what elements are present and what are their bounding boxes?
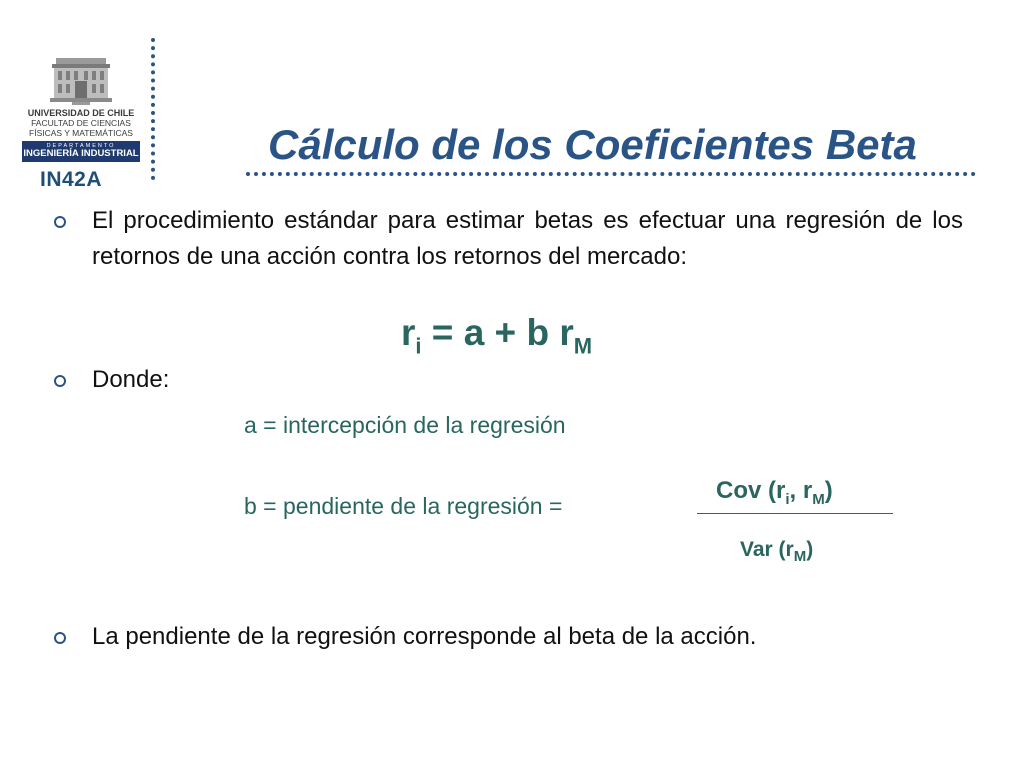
cov-open: Cov (r xyxy=(716,477,786,504)
formula-subscript-m: M xyxy=(573,333,593,359)
cov-close: ) xyxy=(824,477,833,504)
bullet-text-conclusion: La pendiente de la regresión corresponde al beta de la acción. xyxy=(92,623,757,650)
bullet-circle-icon xyxy=(54,632,66,644)
department-label: DEPARTAMENTO xyxy=(46,143,116,149)
var-subscript-m: M xyxy=(793,548,807,566)
university-logo xyxy=(22,54,140,162)
title-dotted-underline xyxy=(246,172,976,176)
fraction-denominator xyxy=(740,538,813,565)
department-name: INGENIERÍA INDUSTRIAL xyxy=(23,148,139,160)
cov-subscript-i: i xyxy=(785,490,790,508)
definition-a: a = intercepción de la regresión xyxy=(244,412,566,438)
bullet-circle-icon xyxy=(54,375,66,387)
fraction-bar xyxy=(697,513,893,514)
course-code: IN42A xyxy=(40,168,103,191)
formula-subscript-i: i xyxy=(415,333,422,359)
building-emblem-icon xyxy=(22,54,140,106)
slide-title: Cálculo de los Coeficientes Beta xyxy=(268,121,917,168)
formula-rest: = a + b r xyxy=(421,312,574,353)
cov-subscript-m: M xyxy=(812,490,825,508)
definition-b: b = pendiente de la regresión = xyxy=(244,493,563,519)
faculty-name-line2: FÍSICAS Y MATEMÁTICAS xyxy=(29,127,133,138)
faculty-name-line1: FACULTAD DE CIENCIAS xyxy=(31,118,131,128)
formula-r: r xyxy=(401,312,416,353)
var-close: ) xyxy=(806,538,814,561)
department-band xyxy=(22,141,140,162)
university-name: UNIVERSIDAD DE CHILE xyxy=(27,108,135,118)
bullet-circle-icon xyxy=(54,216,66,228)
bullet-text-procedure: El procedimiento estándar para estimar betas es efectuar una regresión de los retornos de una acción contra los retornos del mercado: xyxy=(92,207,963,270)
vertical-dotted-divider xyxy=(151,38,155,180)
fraction-numerator xyxy=(716,477,833,508)
bullet-text-donde: Donde: xyxy=(92,366,170,393)
var-open: Var (r xyxy=(740,538,794,561)
cov-mid: , r xyxy=(789,477,813,504)
regression-formula xyxy=(401,312,592,359)
